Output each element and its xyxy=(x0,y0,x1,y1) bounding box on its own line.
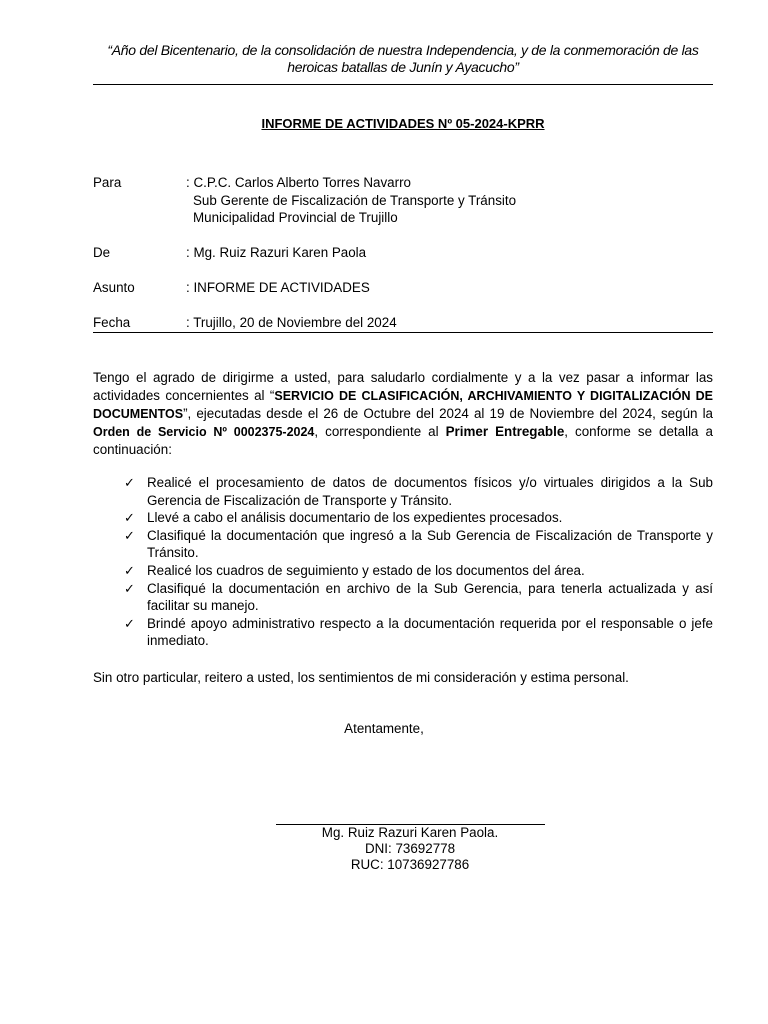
service-order: Orden de Servicio Nº 0002375-2024 xyxy=(93,425,315,439)
signature-block xyxy=(0,825,768,873)
intro-text-3: , correspondiente al xyxy=(314,424,446,439)
para-recipient: : C.P.C. Carlos Alberto Torres Navarro xyxy=(186,175,411,190)
list-item xyxy=(93,562,713,580)
checkmark-icon: ✓ xyxy=(124,562,135,578)
list-item xyxy=(93,615,713,650)
checkmark-icon: ✓ xyxy=(124,580,135,596)
closing-paragraph: Sin otro particular, reitero a usted, los sentimientos de mi consideración y estima personal. xyxy=(93,670,629,685)
year-motto xyxy=(93,42,713,76)
de-value: : Mg. Ruiz Razuri Karen Paola xyxy=(186,245,367,260)
activity-text: Llevé a cabo el análisis documentario de los expedientes procesados. xyxy=(147,510,563,526)
list-item xyxy=(93,474,713,509)
checkmark-icon: ✓ xyxy=(124,475,135,490)
header-divider xyxy=(93,332,713,333)
signer-ruc: RUC: 10736927786 xyxy=(350,857,470,872)
intro-text-1: Tengo el agrado de dirigirme a usted, para saludarlo cordialmente y a la vez pasar a informar las actividades concernientes al “ xyxy=(93,370,713,403)
service-name: SERVICIO DE CLASIFICACIÓN, ARCHIVAMIENTO Y DIGITALIZACIÓN DE DOCUMENTOS xyxy=(93,389,713,421)
signer-name: Mg. Ruiz Razuri Karen Paola. xyxy=(321,825,499,840)
para-institution: Municipalidad Provincial de Trujillo xyxy=(193,210,398,225)
para-position: Sub Gerente de Fiscalización de Transporte y Tránsito xyxy=(193,193,517,208)
list-item xyxy=(93,580,713,615)
intro-paragraph xyxy=(93,369,713,459)
fecha-value: : Trujillo, 20 de Noviembre del 2024 xyxy=(186,315,397,330)
activity-text: Clasifiqué la documentación en archivo de la Sub Gerencia, para tenerla actualizada y así facilitar su manejo. xyxy=(147,580,713,614)
regards-text: Atentamente, xyxy=(344,721,424,736)
para-label: Para xyxy=(93,175,122,190)
checkmark-icon: ✓ xyxy=(124,510,135,526)
report-title: INFORME DE ACTIVIDADES Nº 05-2024-KPRR xyxy=(261,116,545,131)
fecha-label: Fecha xyxy=(93,315,131,330)
checkmark-icon: ✓ xyxy=(124,527,135,543)
top-divider xyxy=(93,84,713,85)
activity-text: Brindé apoyo administrativo respecto a la documentación requerida por el responsable o jefe inmediato. xyxy=(147,615,713,649)
activity-text: Realicé el procesamiento de datos de documentos físicos y/o virtuales dirigidos a la Sub Gerencia de Fiscalización de Transporte y Tránsito. xyxy=(147,475,713,508)
list-item xyxy=(93,527,713,562)
motto-line-1: “Año del Bicentenario, de la consolidación de nuestra Independencia, y de la conmemoración de las xyxy=(107,42,699,58)
intro-text-2: ”, ejecutadas desde el 26 de Octubre del 2024 al 19 de Noviembre del 2024, según la xyxy=(183,406,713,421)
checkmark-icon: ✓ xyxy=(124,615,135,631)
asunto-label: Asunto xyxy=(93,280,135,295)
deliverable-name: Primer Entregable xyxy=(445,424,565,439)
activity-text: Clasifiqué la documentación que ingresó a la Sub Gerencia de Fiscalización de Transporte y Tránsito. xyxy=(147,527,713,561)
signer-dni: DNI: 73692778 xyxy=(364,841,456,856)
de-label: De xyxy=(93,245,111,260)
asunto-value: : INFORME DE ACTIVIDADES xyxy=(186,280,370,295)
activities-list xyxy=(93,474,713,650)
intro-text-4: , conforme se detalla a continuación: xyxy=(93,424,713,457)
motto-line-2: heroicas batallas de Junín y Ayacucho” xyxy=(287,59,519,75)
list-item xyxy=(93,509,713,527)
activity-text: Realicé los cuadros de seguimiento y estado de los documentos del área. xyxy=(147,562,585,578)
